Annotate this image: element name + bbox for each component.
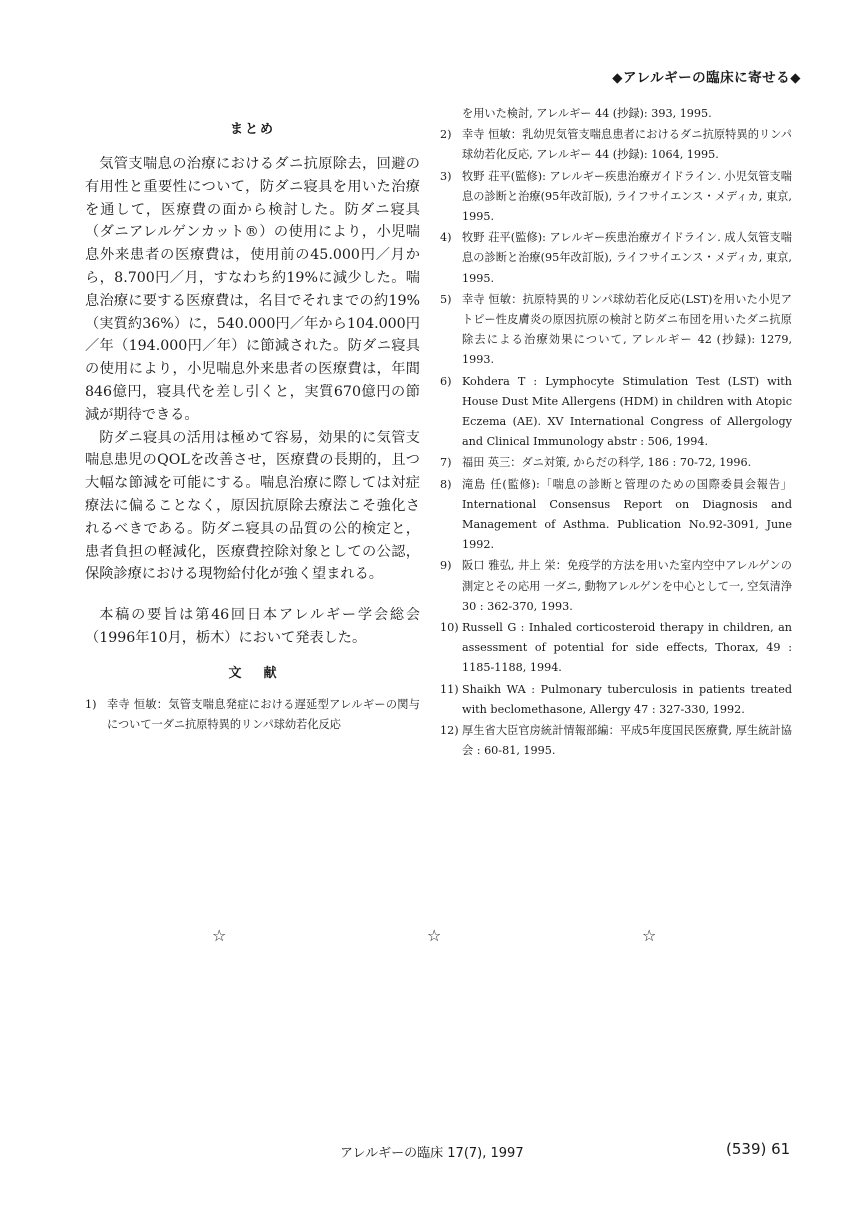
reference-text: 福田 英三：ダニ対策, からだの科学, 186 : 70-72, 1996. bbox=[462, 456, 752, 470]
references-heading: 文献 bbox=[228, 665, 299, 681]
summary-heading: まとめ bbox=[229, 122, 275, 137]
star-icon: ☆ bbox=[427, 926, 442, 945]
reference-number: 11) bbox=[440, 682, 459, 696]
reference-number: 6) bbox=[440, 374, 452, 388]
reference-item-9 bbox=[440, 556, 792, 617]
star-icon: ☆ bbox=[212, 926, 227, 945]
presentation-note: 本稿の要旨は第46回日本アレルギー学会総会（1996年10月，栃木）において発表した。 bbox=[85, 607, 420, 646]
footer-journal-citation: アレルギーの臨床 17(7), 1997 bbox=[340, 1146, 524, 1161]
reference-item-6 bbox=[440, 372, 792, 453]
reference-text: 厚生省大臣官房統計情報部編：平成5年度国民医療費, 厚生統計協会 : 60-81, 1995. bbox=[462, 724, 792, 758]
reference-text: 幸寺 恒敏：乳幼児気管支喘息患者におけるダニ抗原特異的リンパ球幼若化反応, アレルギー 44 (抄録): 1064, 1995. bbox=[462, 128, 792, 162]
reference-item-8 bbox=[440, 475, 792, 556]
left-column bbox=[85, 118, 420, 736]
reference-item-3 bbox=[440, 167, 792, 228]
reference-number: 3) bbox=[440, 169, 452, 183]
reference-number: 7) bbox=[440, 456, 452, 470]
reference-number: 10) bbox=[440, 621, 459, 635]
reference-item-7 bbox=[440, 453, 792, 473]
reference-text: 滝島 任(監修):「喘息の診断と管理のための国際委員会報告」 International Consensus Report on Diagnosis and Management of Asthma. Publication No.92-3091, June 1992. bbox=[462, 477, 792, 552]
reference-text: 幸寺 恒敏：気管支喘息発症における遅延型アレルギーの関与について一ダニ抗原特異的リンパ球幼若化反応 bbox=[107, 697, 420, 731]
reference-item-12 bbox=[440, 721, 792, 761]
reference-text: Shaikh WA : Pulmonary tuberculosis in patients treated with beclomethasone, Allergy 47 : 327-330, 1992. bbox=[462, 682, 792, 716]
reference-item-10 bbox=[440, 618, 792, 679]
summary-paragraph-2: 防ダニ寝具の活用は極めて容易，効果的に気管支喘息患児のQOLを改善させ，医療費の長期的，且つ大幅な節減を可能にする。喘息治療に際しては対症療法に偏ることなく，原因抗原除去療法こそ強化されるべきである。防ダニ寝具の品質の公的検定と，患者負担の軽減化，医療費控除対象としての公認，保険診療における現物給付化が強く望まれる。 bbox=[85, 429, 420, 583]
reference-text: 阪口 雅弘, 井上 栄：免疫学的方法を用いた室内空中アレルゲンの測定とその応用 一ダニ, 動物アレルゲンを中心として一, 空気清浄 30 : 362-370, 1993. bbox=[462, 559, 792, 613]
reference-text: 牧野 荘平(監修): アレルギー疾患治療ガイドライン. 成人気管支喘息の診断と治療(95年改訂版), ライフサイエンス・メディカ, 東京, 1995. bbox=[462, 231, 792, 285]
running-header: ◆アレルギーの臨床に寄せる◆ bbox=[612, 70, 801, 86]
reference-text: 牧野 荘平(監修): アレルギー疾患治療ガイドライン. 小児気管支喘息の診断と治療(95年改訂版), ライフサイエンス・メディカ, 東京, 1995. bbox=[462, 169, 792, 224]
reference-number: 4) bbox=[440, 231, 452, 245]
summary-paragraph-1: 気管支喘息の治療におけるダニ抗原除去，回避の有用性と重要性について，防ダニ寝具を用いた治療を通して，医療費の面から検討した。防ダニ寝具（ダニアレルゲンカット®）の使用により，小児喘息外来患者の医療費は，使用前の45.000円／月から，8.700円／月，すなわち約19%に減少した。喘息治療に要する医療費は，名目でそれまでの約19%（実質約36%）に，540.000円／年から104.000円／年（194.000円／年）に節減された。防ダニ寝具の使用により，小児喘息外来患者の医療費は，年間846億円，寝具代を差し引くと，実質670億円の節減が期待できる。 bbox=[85, 156, 420, 423]
reference-text: Kohdera T : Lymphocyte Stimulation Test (LST) with House Dust Mite Allergens (HDM) in children with Atopic Eczema (AE). XV International Congress of Allergology and Clinical Immunology abstr : 506, 1994. bbox=[462, 374, 792, 449]
reference-number: 5) bbox=[440, 292, 452, 306]
reference-number: 2) bbox=[440, 128, 452, 142]
footer-page-number: (539) 61 bbox=[726, 1140, 791, 1158]
reference-number: 9) bbox=[440, 559, 452, 573]
reference-item-11 bbox=[440, 680, 792, 720]
reference-number: 8) bbox=[440, 477, 452, 491]
reference-item-5 bbox=[440, 290, 792, 371]
reference-text: 幸寺 恒敏：抗原特異的リンパ球幼若化反応(LST)を用いた小児アトピー性皮膚炎の原因抗原の検討と防ダニ布団を用いたダニ抗原除去による治療効果について, アレルギー 42 (抄録): 1279, 1993. bbox=[462, 292, 792, 367]
reference-number: 12) bbox=[440, 724, 459, 738]
reference-item-1 bbox=[85, 695, 420, 735]
reference-item-4 bbox=[440, 228, 792, 289]
right-column bbox=[440, 104, 792, 763]
reference-1-continuation: を用いた検討, アレルギー 44 (抄録): 393, 1995. bbox=[462, 107, 712, 120]
star-icon: ☆ bbox=[642, 926, 657, 945]
reference-item-2 bbox=[440, 125, 792, 165]
reference-text: Russell G : Inhaled corticosteroid therapy in children, an assessment of potential for side effects, Thorax, 49 : 1185-1188, 1994. bbox=[462, 621, 792, 675]
reference-number: 1) bbox=[85, 697, 97, 711]
